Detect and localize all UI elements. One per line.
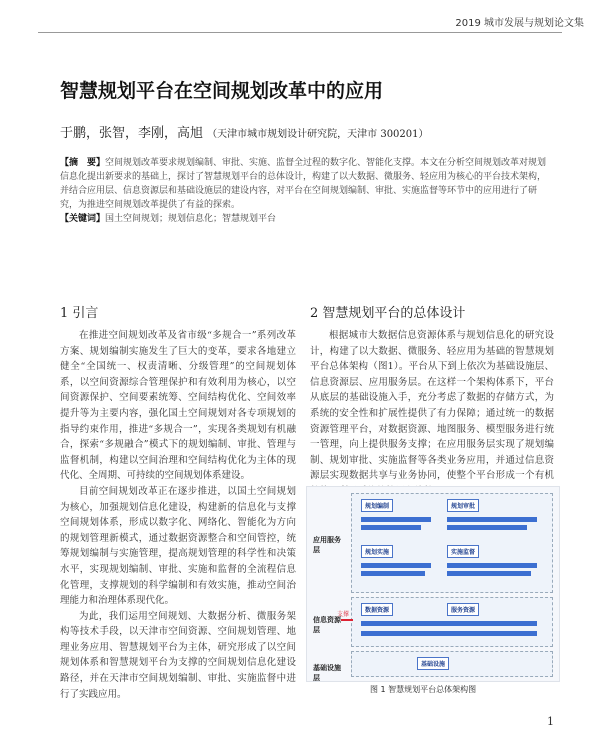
abstract-block [60, 156, 550, 226]
module-bar [447, 517, 537, 522]
architecture-figure [306, 486, 558, 696]
module-bar [361, 525, 421, 530]
layer-label-resource: 信息资源层 [313, 616, 341, 634]
intro-column [60, 328, 296, 702]
module-bar [361, 563, 431, 568]
resource-bar [361, 621, 537, 626]
module-planning-compilation: 规划编制 [361, 499, 393, 512]
layer-label-application: 应用服务层 [313, 536, 341, 554]
article-title: 智慧规划平台在空间规划改革中的应用 [60, 80, 384, 102]
affiliation: （天津市城市规划设计研究院，天津市 300201） [207, 129, 429, 140]
module-bar [447, 563, 537, 568]
section-heading-intro: 1 引言 [60, 306, 99, 321]
keywords-text: 国土空间规划；规划信息化；智慧规划平台 [105, 214, 277, 224]
module-monitoring: 实施监督 [447, 545, 479, 558]
author-line [60, 122, 429, 141]
module-infrastructure: 基础设施 [417, 657, 449, 670]
design-paragraph: 根据城市大数据信息资源体系与规划信息化的研究设计，构建了以大数据、微服务、轻应用为基础的智慧规划平台总体架构（图1）。平台从下到上依次为基础设施层、信息资源层、应用服务层。在这样一个架构体系下，平台从底层的基础设施入手，充分考虑了数据的存储方式，为系统的安全性和扩展性提供了有力保障；通过统一的数据资源管理平台，对数据资源、地图服务、模型服务进行统一管理，向上提供服务支撑；在应用服务层实现了规划编制、规划审批、实施监督等各类业务应用，并通过信息资源层实现数据共享与业务协同，使整个平台形成一个有机 [310, 330, 554, 482]
figure-canvas [306, 486, 560, 682]
header-rule [38, 32, 562, 33]
section-heading-design: 2 智慧规划平台的总体设计 [310, 306, 466, 321]
resource-bar [361, 631, 537, 636]
figure-caption: 图 1 智慧规划平台总体架构图 [370, 685, 477, 694]
intro-paragraph: 为此，我们运用空间规划、大数据分析、微服务架构等技术手段，以天津市空间资源、空间规划管理、地理业务应用、智慧规划平台为主体，研究形成了以空间规划体系和智慧规划平台为支撑的空间规划信息化建设路径，并在天津市空间规划编制、审批、实施监督中进行了实践应用。 [60, 610, 296, 700]
support-arrow [341, 619, 353, 621]
intro-paragraph: 在推进空间规划改革及省市级“多规合一”系列改革方案、规划编制实施发生了巨大的变革，要求各地建立健全“全国统一、权责清晰、分级管理”的空间规划体系，以空间资源综合管理保护和有效利用为核心，以空间资源保护、空间要素统筹、空间结构优化、空间效率提升等为主要内容，强化国土空间规划对各专项规划的指导约束作用，推进“多规合一”，实现各类规划有机融合，探索“多规融合”模式下的规划编制、审批、管理与监督机制，构建以空间治理和空间结构优化为主体的现代化、全周期、可持续的空间规划体系建设。 [60, 330, 296, 482]
page-number: 1 [547, 715, 554, 728]
module-bar [361, 571, 425, 576]
keywords-label: 【关键词】 [60, 214, 106, 224]
abstract-text: 空间规划改革要求规划编制、审批、实施、监督全过程的数字化、智能化支撑。本文在分析空间规划改革对规划信息化提出新要求的基础上，探讨了智慧规划平台的总体设计，构建了以大数据、微服务、轻应用为核心的平台技术架构，并结合应用层、信息资源层和基础设施层的建设内容，对平台在空间规划编制、审批、实施监督等环节中的应用进行了研究，为推进空间规划改革提供了有益的探索。 [60, 158, 547, 210]
layer-label-infrastructure: 基础设施层 [313, 664, 341, 682]
design-column [310, 328, 554, 500]
module-bar [447, 571, 531, 576]
module-bar [447, 525, 527, 530]
support-label: 支撑 [337, 611, 350, 618]
intro-paragraph: 目前空间规划改革正在逐步推进，以国土空间规划为核心，加强规划信息化建设，构建新的信息化与支撑空间规划体系，形成以数字化、网络化、智能化为方向的规划管理新模式，通过数据资源整合和空间管控，统筹规划编制与实施管理，提高规划管理的科学性和决策水平，实现规划编制、审批、实施和监督的全流程信息化管理，支撑规划的科学编制和有效实施，推动空间治理能力和治理体系现代化。 [60, 485, 296, 607]
module-planning-approval: 规划审批 [447, 499, 479, 512]
infrastructure-band [351, 651, 553, 677]
running-header: 2019 城市发展与规划论文集 [455, 18, 584, 29]
module-service-resource: 服务资源 [447, 603, 479, 616]
authors: 于鹏，张智，李刚，高旭 [60, 126, 204, 141]
module-bar [361, 517, 431, 522]
module-data-resource: 数据资源 [361, 603, 393, 616]
abstract-label: 【摘 要】 [60, 158, 106, 168]
module-planning-implementation: 规划实施 [361, 545, 393, 558]
